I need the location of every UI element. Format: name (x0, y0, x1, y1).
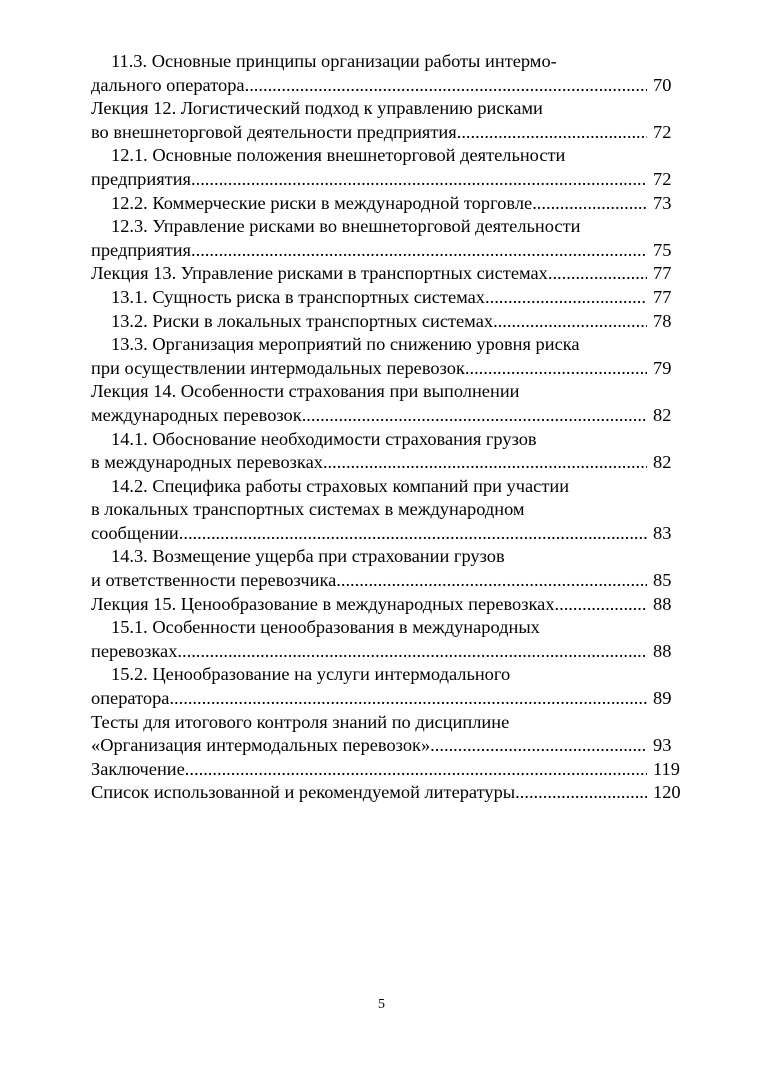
toc-entry-line (91, 593, 691, 617)
toc-entry-title: международных перевозок (91, 404, 302, 425)
toc-page-number: 88 (653, 640, 672, 661)
toc-page-number: 88 (653, 593, 672, 614)
toc-entry-line (91, 262, 691, 286)
dot-leader (185, 758, 647, 782)
toc-page-number: 85 (653, 570, 672, 591)
toc-page-number: 77 (653, 263, 672, 284)
toc-entry-title: дального оператора (91, 74, 245, 95)
toc-entry-title: во внешнеторговой деятельности предприятия (91, 121, 457, 142)
toc-entry (91, 663, 691, 710)
toc-entry-line (91, 215, 691, 239)
toc-page-number: 70 (653, 74, 672, 95)
toc-entry-title: 14.3. Возмещение ущерба при страховании грузов (111, 546, 505, 567)
toc-entry-title: Заключение (91, 758, 185, 779)
toc-entry (91, 711, 691, 758)
toc-entry (91, 616, 691, 663)
toc-entry-line (91, 357, 691, 381)
toc-page-number: 79 (653, 357, 672, 378)
dot-leader (169, 687, 647, 711)
toc-entry (91, 50, 691, 97)
toc-entry-line (91, 663, 691, 687)
toc-entry-line (91, 569, 691, 593)
toc-entry-line (91, 97, 691, 121)
toc-entry-title: 12.2. Коммерческие риски в международной торговле (111, 192, 533, 213)
toc-entry (91, 380, 691, 427)
toc-entry-line (91, 428, 691, 452)
toc-entry (91, 215, 691, 262)
toc-entry-title: в локальных транспортных системах в международном (91, 499, 525, 520)
dot-leader (191, 239, 647, 263)
toc-entry-title: Лекция 13. Управление рисками в транспортных системах (91, 263, 548, 284)
toc-entry-title: 14.2. Специфика работы страховых компаний при участии (111, 475, 570, 496)
toc-entry-line (91, 781, 691, 805)
toc-entry (91, 428, 691, 475)
toc-entry (91, 333, 691, 380)
toc-entry-title: Лекция 12. Логистический подход к управлению рисками (91, 98, 543, 119)
toc-entry-title: 13.2. Риски в локальных транспортных системах (111, 310, 494, 331)
toc-entry-title: Список использованной и рекомендуемой литературы (91, 782, 516, 803)
dot-leader (245, 74, 647, 98)
toc-entry-line (91, 687, 691, 711)
toc-entry-title: 14.1. Обоснование необходимости страхования грузов (111, 428, 537, 449)
toc-entry-title: Лекция 14. Особенности страхования при выполнении (91, 381, 520, 402)
toc-entry-line (91, 192, 691, 216)
page-number: 5 (378, 997, 385, 1012)
dot-leader (191, 168, 647, 192)
dot-leader (323, 451, 647, 475)
toc-entry-line (91, 711, 691, 735)
toc-page-number: 82 (653, 452, 672, 473)
toc-entry-line (91, 616, 691, 640)
toc-entry-title: перевозках (91, 640, 178, 661)
toc-entry-title: сообщении (91, 522, 179, 543)
toc-entry (91, 781, 691, 805)
toc-entry-line (91, 121, 691, 145)
toc-entry-title: 13.1. Сущность риска в транспортных системах (111, 286, 485, 307)
toc-entry-line (91, 640, 691, 664)
toc-entry-line (91, 50, 691, 74)
toc-entry-line (91, 522, 691, 546)
dot-leader (548, 262, 647, 286)
toc-entry-title: предприятия (91, 239, 191, 260)
toc-entry-title: Лекция 15. Ценообразование в международных перевозках (91, 593, 555, 614)
toc-entry (91, 192, 691, 216)
toc-entry-title: Тесты для итогового контроля знаний по дисциплине (91, 711, 510, 732)
toc-entry (91, 286, 691, 310)
toc-entry-title: «Организация интермодальных перевозок» (91, 735, 431, 756)
toc-entry-line (91, 475, 691, 499)
toc-page-number: 75 (653, 239, 672, 260)
dot-leader (515, 781, 647, 805)
dot-leader (179, 522, 647, 546)
toc-entry-line (91, 498, 691, 522)
toc-page-number: 72 (653, 121, 672, 142)
dot-leader (493, 310, 647, 334)
dot-leader (532, 192, 647, 216)
toc-entry-title: оператора (91, 688, 170, 709)
dot-leader (336, 569, 647, 593)
toc-entry (91, 310, 691, 334)
toc-page-number: 93 (653, 735, 672, 756)
toc-page-number: 83 (653, 522, 672, 543)
dot-leader (457, 121, 647, 145)
toc-entry-line (91, 168, 691, 192)
toc-entry-line (91, 286, 691, 310)
toc-page-number: 119 (653, 758, 680, 779)
toc-page-number: 73 (653, 192, 672, 213)
toc-entry-title: 11.3. Основные принципы организации работы интермо- (111, 51, 557, 71)
toc-entry (91, 475, 691, 546)
toc-entry (91, 144, 691, 191)
toc-entry-line (91, 734, 691, 758)
toc-entry (91, 593, 691, 617)
toc-entry-line (91, 758, 691, 782)
toc-entry-title: предприятия (91, 168, 191, 189)
toc-entry (91, 97, 691, 144)
toc-page-number: 82 (653, 404, 672, 425)
toc-entry-line (91, 144, 691, 168)
dot-leader (465, 357, 647, 381)
toc-entry-title: 15.1. Особенности ценообразования в международных (111, 617, 540, 638)
toc-entry-title: в международных перевозках (91, 452, 323, 473)
toc-entry-line (91, 239, 691, 263)
toc-entry (91, 758, 691, 782)
toc-entry-line (91, 451, 691, 475)
toc-entry (91, 262, 691, 286)
toc-entry (91, 545, 691, 592)
dot-leader (485, 286, 647, 310)
dot-leader (430, 734, 647, 758)
toc-entry-line (91, 545, 691, 569)
toc-entry-title: 13.3. Организация мероприятий по снижению уровня риска (111, 334, 580, 355)
toc-entry-title: при осуществлении интермодальных перевозок (91, 357, 465, 378)
toc-entry-title: 12.3. Управление рисками во внешнеторговой деятельности (111, 216, 581, 237)
dot-leader (555, 593, 647, 617)
toc-entry-title: и ответственности перевозчика (91, 570, 337, 591)
toc-page-number: 77 (653, 286, 672, 307)
dot-leader (177, 640, 647, 664)
toc-entry-line (91, 404, 691, 428)
toc-entry-line (91, 74, 691, 98)
toc-page-number: 72 (653, 168, 672, 189)
toc-entry-line (91, 333, 691, 357)
table-of-contents (91, 50, 691, 805)
toc-page-number: 89 (653, 688, 672, 709)
toc-entry-title: 12.1. Основные положения внешнеторговой деятельности (111, 145, 566, 166)
toc-entry-line (91, 380, 691, 404)
toc-page-number: 78 (653, 310, 672, 331)
toc-entry-title: 15.2. Ценообразование на услуги интермодального (111, 664, 511, 685)
toc-page-number: 120 (653, 782, 681, 803)
dot-leader (302, 404, 647, 428)
toc-entry-line (91, 310, 691, 334)
